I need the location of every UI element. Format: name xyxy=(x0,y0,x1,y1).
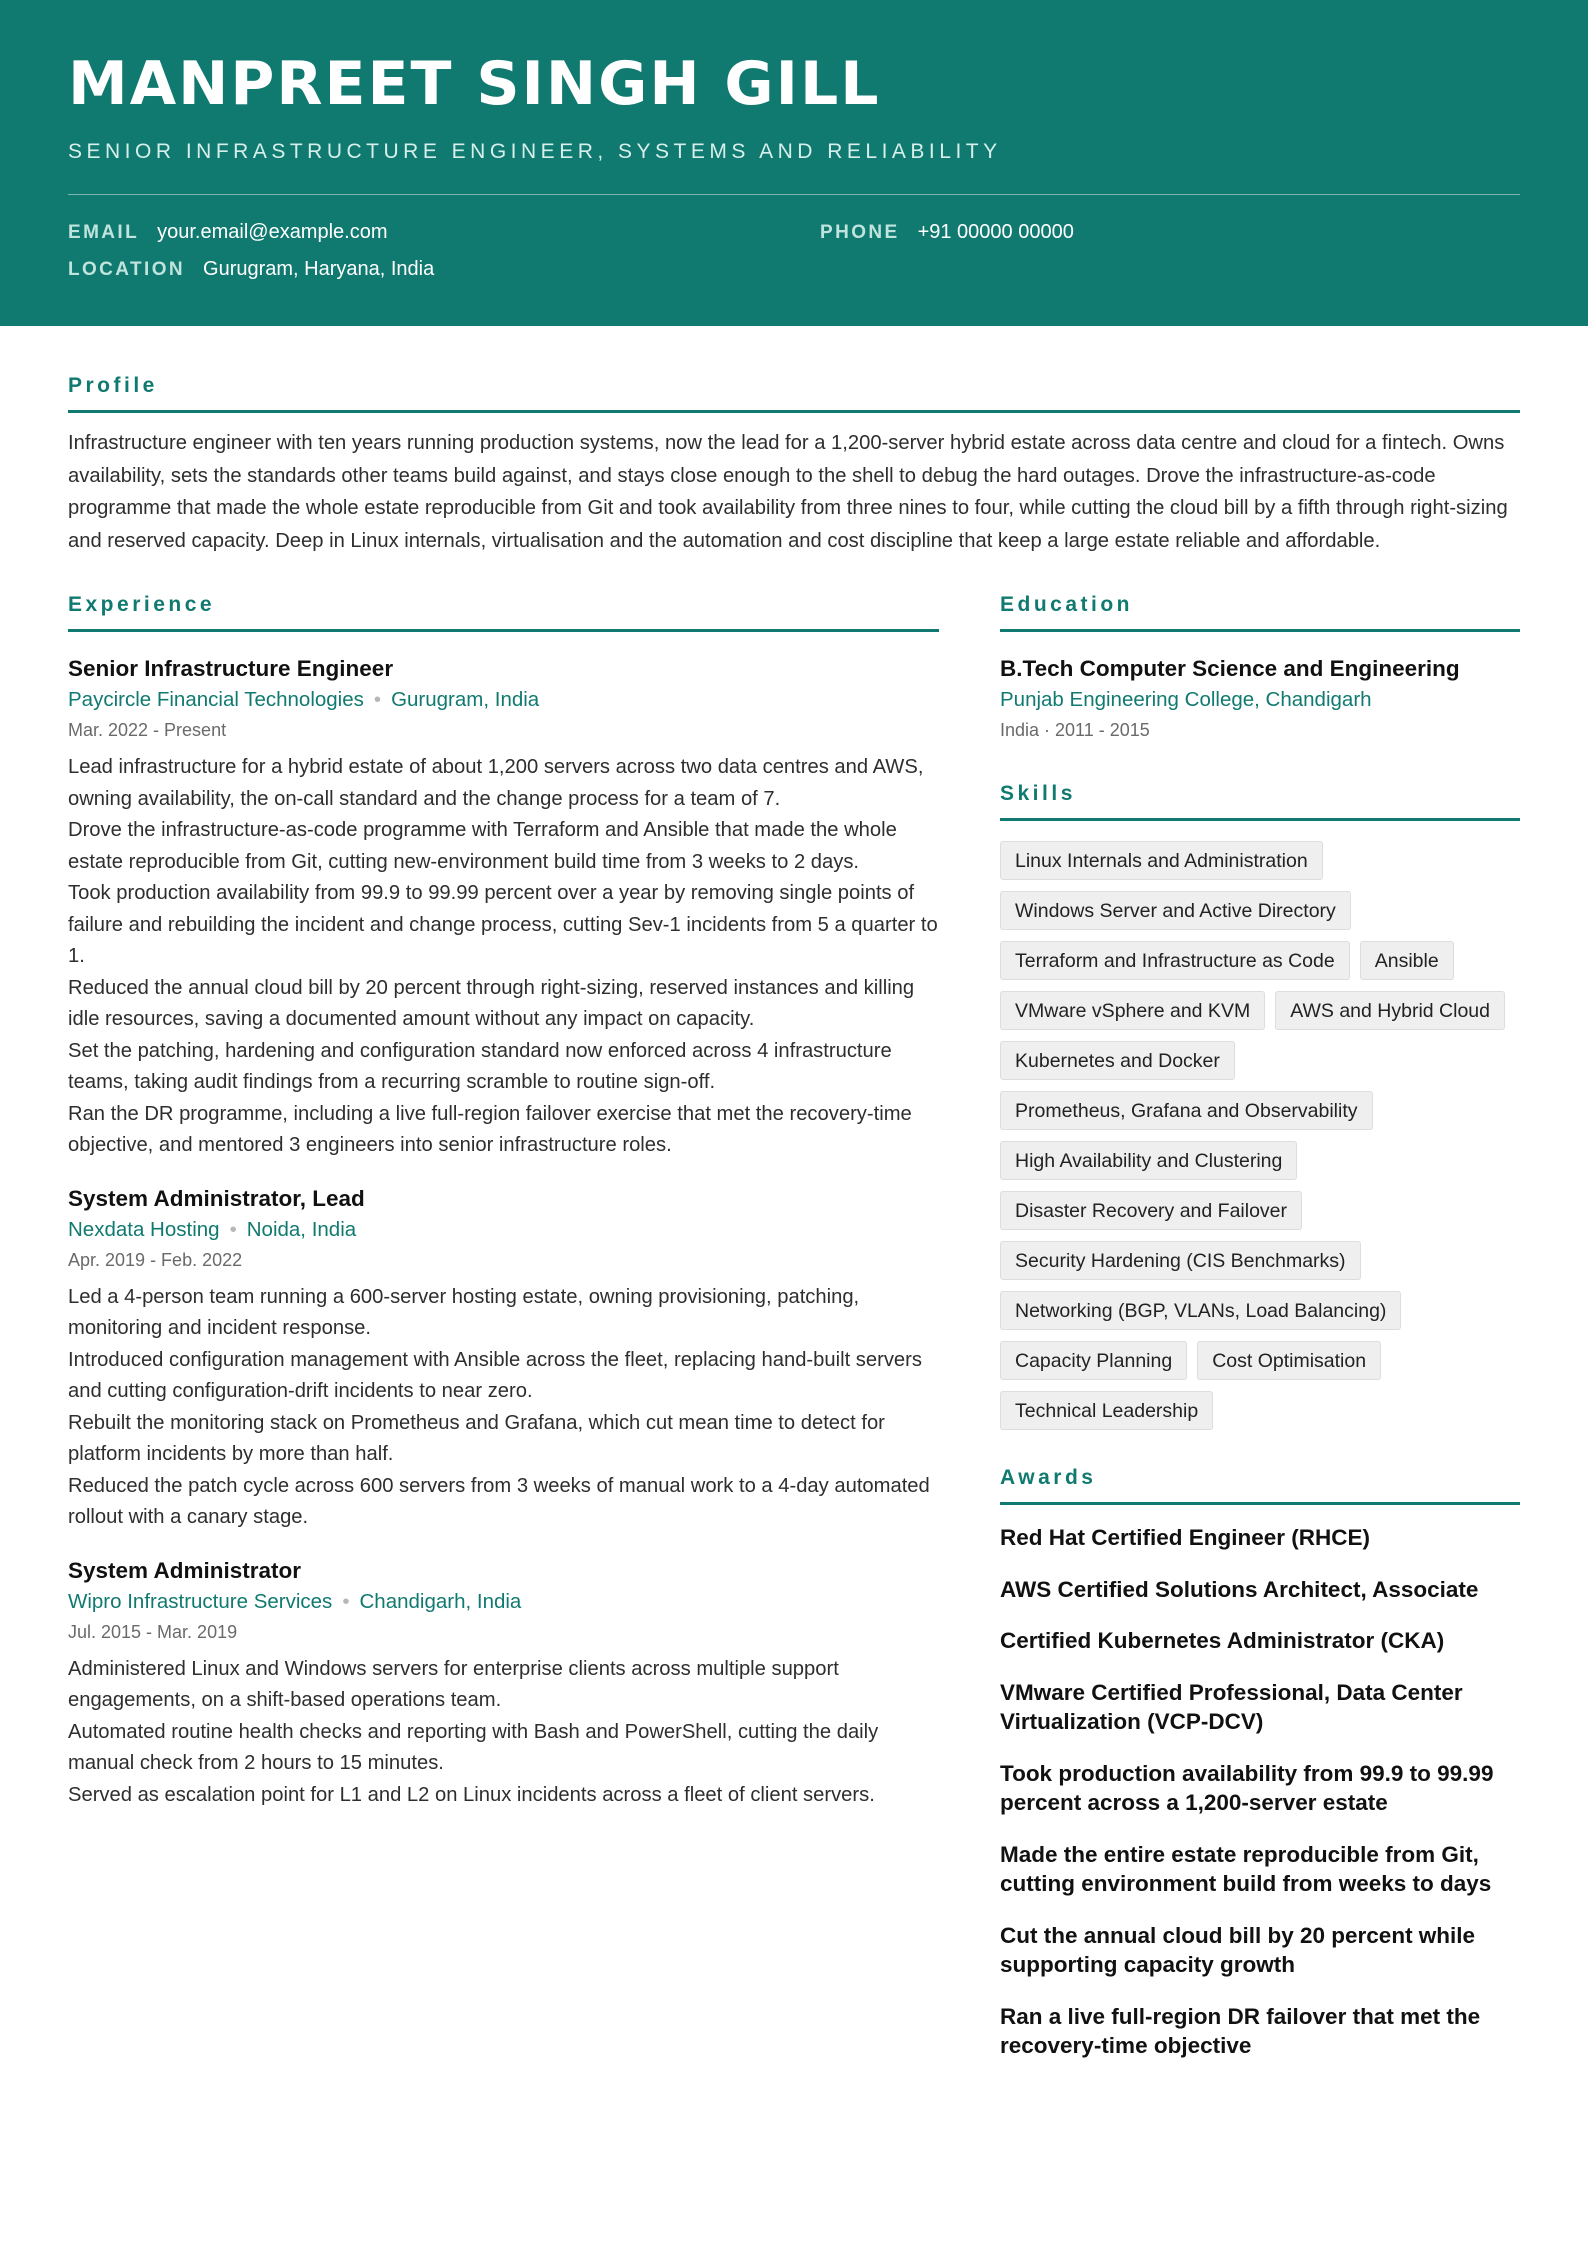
skill-chip: Technical Leadership xyxy=(1000,1391,1213,1430)
job-location: Noida, India xyxy=(246,1217,357,1241)
job-company-location xyxy=(68,1214,939,1246)
skill-chip: Kubernetes and Docker xyxy=(1000,1041,1235,1080)
job-bullet: Took production availability from 99.9 to 99.99 percent over a year by removing single points of failure and rebuilding the incident and change process, cutting Sev-1 incidents from 5 a quarter to 1. xyxy=(68,882,938,967)
profile-heading: Profile xyxy=(68,374,1520,413)
job-company-location xyxy=(68,1586,939,1618)
job-bullet: Ran the DR programme, including a live full-region failover exercise that met the recovery-time objective, and mentored 3 engineers into senior infrastructure roles. xyxy=(68,1102,912,1156)
contact-phone-value[interactable]: +91 00000 00000 xyxy=(917,221,1074,243)
awards-heading: Awards xyxy=(1000,1466,1520,1505)
skill-chip: VMware vSphere and KVM xyxy=(1000,991,1265,1030)
education-section xyxy=(1000,593,1520,744)
contact-location-label: LOCATION xyxy=(68,259,186,280)
job-location: Gurugram, India xyxy=(391,688,540,711)
award-item: Red Hat Certified Engineer (RHCE) xyxy=(1000,1525,1371,1550)
award-item: Cut the annual cloud bill by 20 percent while supporting capacity growth xyxy=(1000,1922,1476,1977)
job-bullet: Led a 4-person team running a 600-server hosting estate, owning provisioning, patching, monitoring and incident response. xyxy=(68,1285,860,1339)
contact-phone-label: PHONE xyxy=(820,222,900,243)
profile-section xyxy=(68,374,1520,557)
skills-section xyxy=(1000,782,1520,1430)
skill-chip: Security Hardening (CIS Benchmarks) xyxy=(1000,1241,1361,1280)
separator-dot-icon: • xyxy=(342,1589,350,1613)
separator-dot-icon: • xyxy=(373,688,382,711)
skills-list xyxy=(1000,841,1520,1430)
resume-header xyxy=(0,0,1588,326)
skill-chip: Windows Server and Active Directory xyxy=(1000,891,1351,930)
contact-email-label: EMAIL xyxy=(68,222,140,243)
job-dates: Apr. 2019 - Feb. 2022 xyxy=(68,1249,243,1270)
awards-section xyxy=(1000,1466,1520,2061)
job-bullet: Automated routine health checks and reporting with Bash and PowerShell, cutting the daily manual check from 2 hours to 15 minutes. xyxy=(68,1720,879,1774)
experience-heading: Experience xyxy=(68,593,939,632)
job-bullet: Introduced configuration management with Ansible across the fleet, replacing hand-built servers and cutting configuration-drift incidents to near zero. xyxy=(68,1348,922,1402)
job-title: System Administrator xyxy=(68,1557,301,1583)
education-entry xyxy=(1000,654,1520,744)
education-school: Punjab Engineering College, Chandigarh xyxy=(1000,688,1372,711)
job-bullets xyxy=(68,1654,939,1812)
skill-chip: Cost Optimisation xyxy=(1197,1341,1381,1380)
award-item: Took production availability from 99.9 to 99.99 percent across a 1,200-server estate xyxy=(1000,1760,1494,1815)
job-bullet: Set the patching, hardening and configuration standard now enforced across 4 infrastructure teams, taking audit findings from a recurring scramble to routine sign-off. xyxy=(68,1039,892,1093)
skill-chip: Terraform and Infrastructure as Code xyxy=(1000,941,1350,980)
education-meta: India · 2011 - 2015 xyxy=(1000,720,1150,740)
header-divider xyxy=(68,194,1520,195)
job-location: Chandigarh, India xyxy=(359,1589,522,1613)
education-heading: Education xyxy=(1000,593,1520,632)
skill-chip: Linux Internals and Administration xyxy=(1000,841,1323,880)
separator-dot-icon: • xyxy=(229,1217,237,1241)
profile-summary: Infrastructure engineer with ten years running production systems, now the lead for a 1,200-server hybrid estate across data centre and cloud for a fintech. Owns availability, sets the standards other teams build against, and stays close enough to the shell to debug the hard outages. Drove the infrastructure-as-code programme that made the whole estate reproducible from Git and took availability from three nines to four, while cutting the cloud bill by a fifth through right-sizing and reserved capacity. Deep in Linux internals, virtualisation and the automation and cost discipline that keep a large estate reliable and affordable. xyxy=(68,432,1508,552)
award-item: VMware Certified Professional, Data Center Virtualization (VCP-DCV) xyxy=(1000,1679,1463,1734)
skill-chip: AWS and Hybrid Cloud xyxy=(1275,991,1505,1030)
contact-email-value[interactable]: your.email@example.com xyxy=(157,221,388,243)
skill-chip: High Availability and Clustering xyxy=(1000,1141,1297,1180)
contact-location xyxy=(68,258,820,281)
award-item: Ran a live full-region DR failover that met the recovery-time objective xyxy=(1000,2003,1481,2058)
job-bullet: Administered Linux and Windows servers for enterprise clients across multiple support engagements, on a shift-based operations team. xyxy=(68,1657,839,1711)
skill-chip: Capacity Planning xyxy=(1000,1341,1187,1380)
candidate-tagline: SENIOR INFRASTRUCTURE ENGINEER, SYSTEMS AND RELIABILITY xyxy=(68,140,1002,163)
sidebar-column xyxy=(1000,593,1520,2083)
job-entry xyxy=(68,1184,939,1534)
job-title: System Administrator, Lead xyxy=(68,1185,365,1211)
candidate-name: MANPREET SINGH GILL xyxy=(68,49,881,119)
skill-chip: Disaster Recovery and Failover xyxy=(1000,1191,1302,1230)
job-bullets xyxy=(68,1282,939,1534)
job-title: Senior Infrastructure Engineer xyxy=(68,656,394,681)
job-dates: Jul. 2015 - Mar. 2019 xyxy=(68,1621,238,1642)
award-item: Made the entire estate reproducible from Git, cutting environment build from weeks to days xyxy=(1000,1841,1492,1896)
job-entry xyxy=(68,654,939,1162)
job-company-location xyxy=(68,684,939,716)
resume-body xyxy=(0,374,1588,2083)
contact-info xyxy=(68,221,1520,281)
experience-section xyxy=(68,593,939,2083)
job-bullet: Served as escalation point for L1 and L2 on Linux incidents across a fleet of client servers. xyxy=(68,1783,875,1806)
skill-chip: Prometheus, Grafana and Observability xyxy=(1000,1091,1373,1130)
award-item: Certified Kubernetes Administrator (CKA) xyxy=(1000,1628,1445,1653)
awards-list xyxy=(1000,1523,1520,2061)
job-entry xyxy=(68,1556,939,1812)
job-bullet: Reduced the patch cycle across 600 servers from 3 weeks of manual work to a 4-day automated rollout with a canary stage. xyxy=(68,1474,930,1528)
job-company: Nexdata Hosting xyxy=(68,1217,220,1241)
job-bullet: Rebuilt the monitoring stack on Prometheus and Grafana, which cut mean time to detect for platform incidents by more than half. xyxy=(68,1411,885,1465)
job-company: Paycircle Financial Technologies xyxy=(68,688,364,711)
skills-heading: Skills xyxy=(1000,782,1520,821)
skill-chip: Networking (BGP, VLANs, Load Balancing) xyxy=(1000,1291,1401,1330)
job-bullets xyxy=(68,752,939,1162)
job-bullet: Lead infrastructure for a hybrid estate of about 1,200 servers across two data centres and AWS, owning availability, the on-call standard and the change process for a team of 7. xyxy=(68,756,924,810)
job-bullet: Reduced the annual cloud bill by 20 percent through right-sizing, reserved instances and killing idle resources, saving a documented amount without any impact on capacity. xyxy=(68,976,915,1030)
skill-chip: Ansible xyxy=(1360,941,1454,980)
job-bullet: Drove the infrastructure-as-code programme with Terraform and Ansible that made the whole estate reproducible from Git, cutting new-environment build time from 3 weeks to 2 days. xyxy=(68,819,897,873)
contact-phone xyxy=(820,221,1520,244)
job-dates: Mar. 2022 - Present xyxy=(68,720,227,740)
education-degree: B.Tech Computer Science and Engineering xyxy=(1000,656,1460,681)
job-company: Wipro Infrastructure Services xyxy=(68,1589,333,1613)
contact-email xyxy=(68,221,820,244)
award-item: AWS Certified Solutions Architect, Associate xyxy=(1000,1576,1479,1602)
contact-location-value: Gurugram, Haryana, India xyxy=(203,258,435,280)
two-column-layout xyxy=(68,593,1520,2083)
